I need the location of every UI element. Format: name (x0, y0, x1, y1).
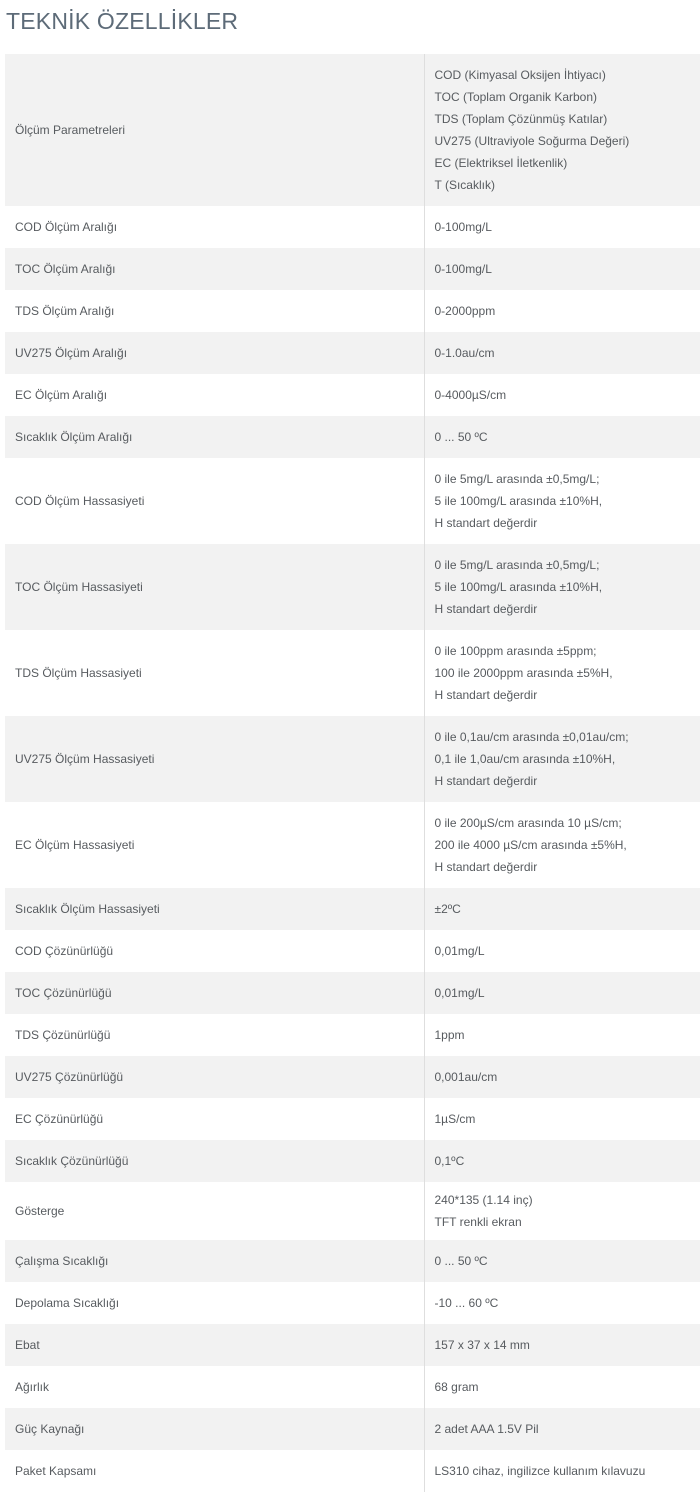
spec-value-line: H standart değerdir (434, 602, 538, 616)
spec-value (424, 1014, 700, 1056)
spec-value (424, 630, 700, 716)
spec-row (5, 206, 700, 248)
spec-value-line: H standart değerdir (434, 688, 538, 702)
spec-value (424, 716, 700, 802)
spec-value-line: 0 ile 100ppm arasında ±5ppm; (434, 644, 597, 658)
spec-value-line: -10 ... 60 ºC (434, 1296, 499, 1310)
spec-table (5, 54, 700, 1492)
spec-value (424, 290, 700, 332)
spec-row (5, 248, 700, 290)
spec-value (424, 248, 700, 290)
spec-row (5, 888, 700, 930)
page-title: TEKNİK ÖZELLİKLER (6, 8, 239, 34)
spec-value-line: H standart değerdir (434, 774, 538, 788)
spec-label: Depolama Sıcaklığı (5, 1282, 424, 1324)
spec-value-line: 1ppm (434, 1028, 465, 1042)
spec-value-line: 0,01mg/L (434, 944, 485, 958)
spec-row (5, 458, 700, 544)
spec-value-line: TOC (Toplam Organik Karbon) (434, 90, 598, 104)
spec-row (5, 1450, 700, 1492)
spec-row (5, 1182, 700, 1240)
spec-value-line: TDS (Toplam Çözünmüş Katılar) (434, 112, 608, 126)
spec-label: Ebat (5, 1324, 424, 1366)
spec-value-line: 200 ile 4000 µS/cm arasında ±5%H, (434, 838, 627, 852)
spec-value-line: 0-2000ppm (434, 304, 496, 318)
spec-row (5, 1282, 700, 1324)
spec-label: UV275 Ölçüm Aralığı (5, 332, 424, 374)
spec-label: Sıcaklık Ölçüm Hassasiyeti (5, 888, 424, 930)
spec-row (5, 716, 700, 802)
spec-label: UV275 Çözünürlüğü (5, 1056, 424, 1098)
spec-label: EC Ölçüm Aralığı (5, 374, 424, 416)
spec-value-line: LS310 cihaz, ingilizce kullanım kılavuzu (434, 1464, 646, 1478)
spec-label: Ağırlık (5, 1366, 424, 1408)
spec-label: Gösterge (5, 1182, 424, 1240)
spec-value-line: COD (Kimyasal Oksijen İhtiyacı) (434, 68, 606, 82)
spec-row (5, 1240, 700, 1282)
spec-label: Ölçüm Parametreleri (5, 54, 424, 206)
spec-label: COD Çözünürlüğü (5, 930, 424, 972)
spec-value (424, 1056, 700, 1098)
spec-value (424, 416, 700, 458)
spec-value-line: 157 x 37 x 14 mm (434, 1338, 530, 1352)
spec-value-line: 5 ile 100mg/L arasında ±10%H, (434, 494, 603, 508)
spec-row (5, 1366, 700, 1408)
spec-value (424, 972, 700, 1014)
spec-value-line: 0,001au/cm (434, 1070, 498, 1084)
spec-value-line: 1µS/cm (434, 1112, 476, 1126)
spec-row (5, 930, 700, 972)
spec-value (424, 1324, 700, 1366)
spec-value-line: 0-100mg/L (434, 220, 492, 234)
spec-value (424, 1240, 700, 1282)
spec-value (424, 1140, 700, 1182)
spec-label: UV275 Ölçüm Hassasiyeti (5, 716, 424, 802)
spec-value (424, 1450, 700, 1492)
spec-label: TOC Ölçüm Hassasiyeti (5, 544, 424, 630)
spec-value-line: H standart değerdir (434, 860, 538, 874)
spec-row (5, 1056, 700, 1098)
spec-value-line: T (Sıcaklık) (434, 178, 495, 192)
spec-value (424, 374, 700, 416)
spec-table-body (5, 54, 700, 1492)
spec-value (424, 54, 700, 206)
spec-value-line: EC (Elektriksel İletkenlik) (434, 156, 568, 170)
spec-row (5, 374, 700, 416)
spec-label: Sıcaklık Çözünürlüğü (5, 1140, 424, 1182)
spec-value (424, 1408, 700, 1450)
spec-value (424, 332, 700, 374)
spec-value (424, 544, 700, 630)
spec-value-line: 0,1 ile 1,0au/cm arasında ±10%H, (434, 752, 616, 766)
spec-row (5, 802, 700, 888)
spec-value (424, 1098, 700, 1140)
spec-row (5, 54, 700, 206)
spec-label: Çalışma Sıcaklığı (5, 1240, 424, 1282)
spec-value-line: 0 ile 0,1au/cm arasında ±0,01au/cm; (434, 730, 629, 744)
spec-value-line: 240*135 (1.14 inç) (434, 1193, 533, 1207)
spec-row (5, 972, 700, 1014)
spec-value-line: 0 ... 50 ºC (434, 1254, 488, 1268)
spec-value (424, 206, 700, 248)
spec-value (424, 1366, 700, 1408)
spec-value-line: 0,01mg/L (434, 986, 485, 1000)
spec-label: Paket Kapsamı (5, 1450, 424, 1492)
spec-label: TDS Ölçüm Hassasiyeti (5, 630, 424, 716)
spec-value-line: 0 ... 50 ºC (434, 430, 488, 444)
spec-value (424, 802, 700, 888)
spec-label: TOC Ölçüm Aralığı (5, 248, 424, 290)
spec-label: COD Ölçüm Aralığı (5, 206, 424, 248)
spec-value-line: 0,1ºC (434, 1154, 465, 1168)
spec-row (5, 416, 700, 458)
spec-label: Güç Kaynağı (5, 1408, 424, 1450)
spec-value-line: 68 gram (434, 1380, 479, 1394)
spec-value-line: 0 ile 5mg/L arasında ±0,5mg/L; (434, 558, 600, 572)
spec-row (5, 1014, 700, 1056)
spec-value-line: 100 ile 2000ppm arasında ±5%H, (434, 666, 613, 680)
spec-value (424, 1182, 700, 1240)
spec-label: COD Ölçüm Hassasiyeti (5, 458, 424, 544)
spec-value-line: 0 ile 200µS/cm arasında 10 µS/cm; (434, 816, 622, 830)
spec-label: EC Çözünürlüğü (5, 1098, 424, 1140)
spec-value-line: TFT renkli ekran (434, 1215, 522, 1229)
spec-value-line: 0 ile 5mg/L arasında ±0,5mg/L; (434, 472, 600, 486)
spec-row (5, 1140, 700, 1182)
spec-row (5, 290, 700, 332)
spec-value-line: UV275 (Ultraviyole Soğurma Değeri) (434, 134, 630, 148)
spec-row (5, 1098, 700, 1140)
spec-value-line: 0-1.0au/cm (434, 346, 495, 360)
spec-label: TOC Çözünürlüğü (5, 972, 424, 1014)
spec-label: TDS Ölçüm Aralığı (5, 290, 424, 332)
spec-value-line: 0-4000µS/cm (434, 388, 507, 402)
spec-value (424, 930, 700, 972)
spec-row (5, 1324, 700, 1366)
spec-value (424, 888, 700, 930)
spec-value-line: H standart değerdir (434, 516, 538, 530)
spec-row (5, 332, 700, 374)
spec-value-line: 5 ile 100mg/L arasında ±10%H, (434, 580, 603, 594)
spec-value-line: 0-100mg/L (434, 262, 492, 276)
spec-value-line: ±2ºC (434, 902, 461, 916)
spec-value (424, 1282, 700, 1324)
spec-value-line: 2 adet AAA 1.5V Pil (434, 1422, 539, 1436)
spec-label: Sıcaklık Ölçüm Aralığı (5, 416, 424, 458)
spec-value (424, 458, 700, 544)
spec-row (5, 544, 700, 630)
spec-row (5, 1408, 700, 1450)
spec-row (5, 630, 700, 716)
spec-label: EC Ölçüm Hassasiyeti (5, 802, 424, 888)
spec-label: TDS Çözünürlüğü (5, 1014, 424, 1056)
